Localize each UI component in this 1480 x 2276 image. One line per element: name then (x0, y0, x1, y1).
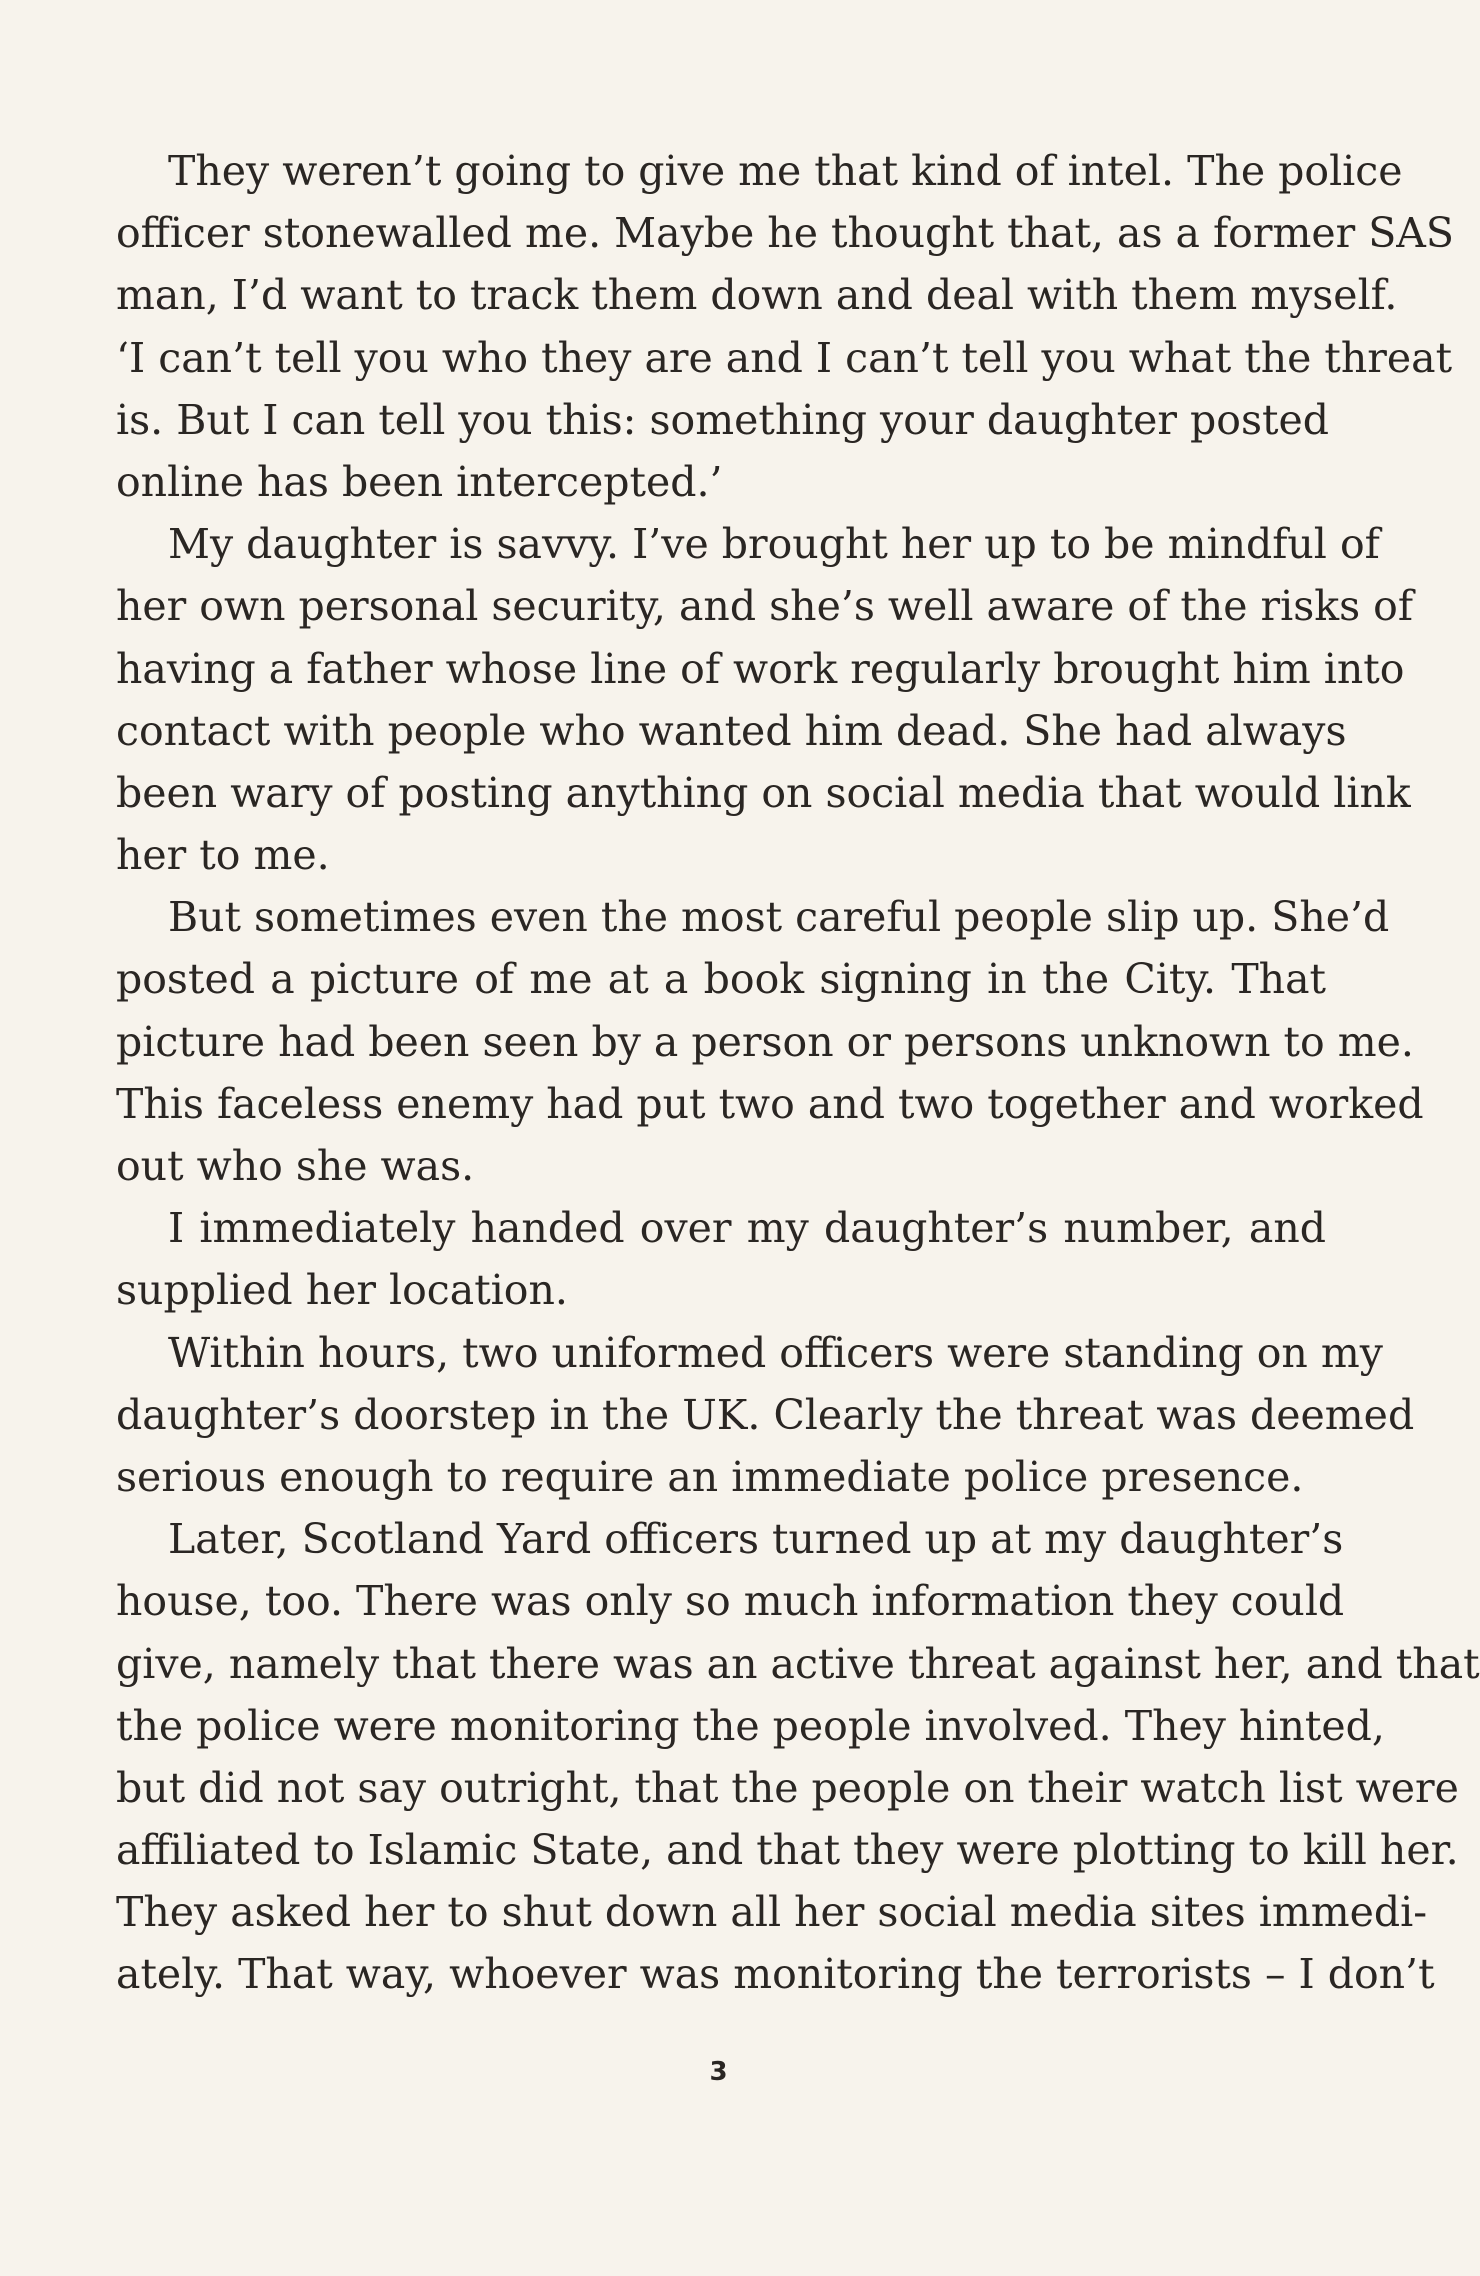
text-line: officer stonewalled me. Maybe he thought that, as a former SAS (116, 209, 1455, 258)
text-line: the police were monitoring the people involved. They hinted, (116, 1701, 1385, 1750)
paragraph (116, 886, 1424, 1197)
text-line: man, I’d want to track them down and deal with them myself. (116, 271, 1398, 320)
text-line: her own personal security, and she’s well aware of the risks of (116, 582, 1414, 631)
text-line: supplied her location. (116, 1266, 568, 1315)
paragraph (116, 140, 1455, 513)
text-line: contact with people who wanted him dead. She had always (116, 706, 1347, 755)
paragraph (116, 1197, 1326, 1321)
paragraph (116, 513, 1414, 886)
paragraph (116, 1322, 1415, 1509)
text-line: My daughter is savvy. I’ve brought her up to be mindful of (168, 520, 1380, 569)
text-line: been wary of posting anything on social media that would link (116, 768, 1411, 817)
body-text (116, 140, 1480, 2006)
text-line: out who she was. (116, 1142, 475, 1190)
text-line: daughter’s doorstep in the UK. Clearly the threat was deemed (116, 1390, 1415, 1439)
text-line: They asked her to shut down all her social media sites immedi- (116, 1888, 1428, 1937)
text-line: picture had been seen by a person or persons unknown to me. (116, 1017, 1414, 1066)
text-line: online has been intercepted.’ (116, 457, 723, 506)
text-line: having a father whose line of work regularly brought him into (116, 644, 1405, 693)
text-line: house, too. There was only so much information they could (116, 1577, 1345, 1626)
text-line: ‘I can’t tell you who they are and I can’t tell you what the threat (116, 333, 1453, 382)
text-line: ately. That way, whoever was monitoring the terrorists – I don’t (116, 1950, 1435, 1999)
text-line: I immediately handed over my daughter’s number, and (168, 1204, 1326, 1253)
text-line: This faceless enemy had put two and two together and worked (116, 1079, 1424, 1128)
text-line: Later, Scotland Yard officers turned up at my daughter’s (168, 1515, 1344, 1564)
text-line: They weren’t going to give me that kind of intel. The police (168, 147, 1403, 195)
text-line: is. But I can tell you this: something your daughter posted (116, 395, 1330, 444)
text-line: But sometimes even the most careful people slip up. She’d (168, 893, 1390, 942)
page-number: 3 (709, 2057, 728, 2087)
text-line: give, namely that there was an active threat against her, and that (116, 1639, 1480, 1688)
text-line: Within hours, two uniformed officers were standing on my (168, 1328, 1383, 1377)
text-line: her to me. (116, 831, 330, 880)
text-line: but did not say outright, that the people on their watch list were (116, 1763, 1459, 1812)
text-line: serious enough to require an immediate police presence. (116, 1452, 1304, 1501)
text-line: posted a picture of me at a book signing in the City. That (116, 955, 1326, 1004)
paragraph (116, 1508, 1480, 2006)
text-line: affiliated to Islamic State, and that they were plotting to kill her. (116, 1826, 1459, 1875)
